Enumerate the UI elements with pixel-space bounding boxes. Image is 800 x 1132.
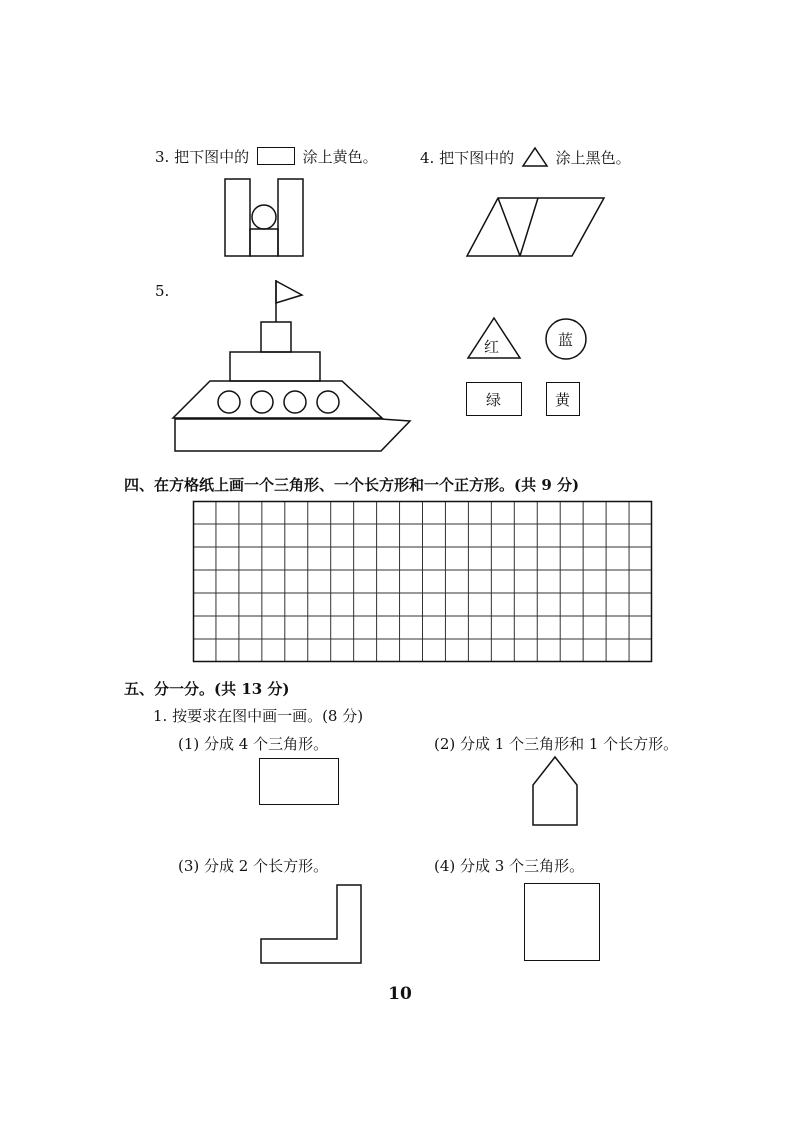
section4-title: 四、在方格纸上画一个三角形、一个长方形和一个正方形。(共 9 分) (124, 476, 580, 494)
section5-title: 五、分一分。(共 13 分) (124, 680, 290, 698)
grid-paper[interactable] (193, 501, 653, 663)
porthole-2 (251, 391, 273, 413)
block-left-rect (225, 179, 250, 256)
ship-hull (175, 419, 410, 451)
color-label-red: 红 (484, 338, 500, 356)
page-number: 10 (388, 984, 412, 1004)
q3-text (155, 146, 378, 167)
triangle-icon (521, 146, 549, 168)
block-circle (252, 205, 276, 229)
section5-q1: 1. 按要求在图中画一画。(8 分) (153, 707, 364, 725)
block-middle-rect (250, 229, 278, 256)
q4-figure-triangles (466, 196, 606, 258)
q4-text-before: 4. 把下图中的 (420, 149, 515, 167)
q5-figure-ship (172, 278, 414, 454)
shape-pentagon-house (531, 755, 579, 827)
q4-text (420, 146, 631, 168)
color-label-green: 绿 (486, 391, 502, 409)
ship-cabin (230, 352, 320, 381)
section5-part4: (4) 分成 3 个三角形。 (434, 857, 585, 875)
porthole-3 (284, 391, 306, 413)
q5-number: 5. (155, 282, 170, 300)
q3-text-before: 3. 把下图中的 (155, 148, 250, 166)
ship-chimney (261, 322, 291, 352)
triangle-divider-2 (520, 198, 538, 256)
shape-square (524, 883, 600, 961)
porthole-1 (218, 391, 240, 413)
color-label-yellow: 黄 (555, 391, 571, 409)
block-right-rect (278, 179, 303, 256)
flag-icon (276, 281, 302, 303)
color-label-blue: 蓝 (558, 331, 574, 349)
triangle-divider-1 (498, 198, 520, 256)
porthole-4 (317, 391, 339, 413)
q4-text-after: 涂上黑色。 (555, 149, 631, 167)
shape-rectangle (259, 758, 339, 805)
section5-part1: (1) 分成 4 个三角形。 (178, 735, 329, 753)
q3-figure-blocks (224, 178, 306, 258)
q3-text-after: 涂上黄色。 (302, 148, 378, 166)
rectangle-icon (257, 147, 295, 165)
ship-deck (173, 381, 382, 418)
section5-part3: (3) 分成 2 个长方形。 (178, 857, 329, 875)
section5-part2: (2) 分成 1 个三角形和 1 个长方形。 (434, 735, 679, 753)
shape-l-figure (259, 883, 363, 965)
